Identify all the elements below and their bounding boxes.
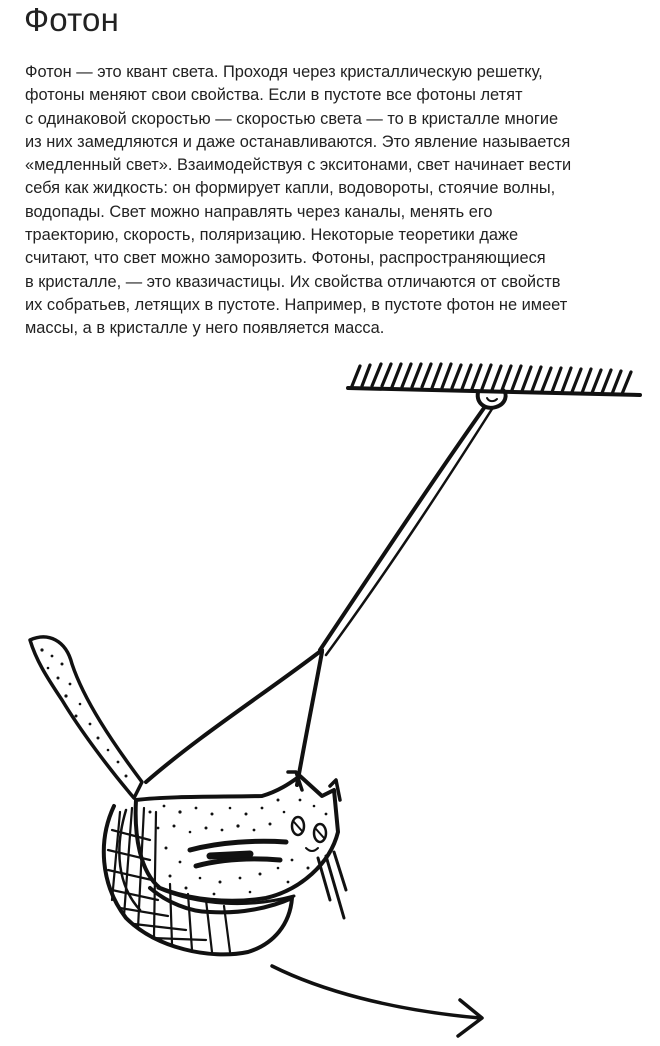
paragraph-line: Фотон — это квант света. Проходя через кристаллическую решетку, <box>25 63 543 81</box>
paragraph-line: водопады. Свет можно направлять через каналы, менять его <box>25 202 493 221</box>
swinging-cat-illustration <box>0 350 660 1046</box>
article-paragraph <box>25 61 645 341</box>
paragraph-line: их собратьев, летящих в пустоте. Например, в пустоте фотон не имеет <box>25 295 568 314</box>
paragraph-line: «медленный свет». Взаимодействуя с экситонами, свет начинает вести <box>25 156 572 175</box>
ceiling-hatch-icon <box>348 364 640 395</box>
paragraph-line: массы, а в кристалле у него появляется масса. <box>25 319 385 338</box>
paragraph-line: фотоны меняют свои свойства. Если в пустоте все фотоны летят <box>25 86 523 105</box>
article-title: Фотон <box>24 1 120 38</box>
paragraph-line: траекторию, скорость, поляризацию. Некоторые теоретики даже <box>25 226 519 245</box>
paragraph-line: в кристалле, — это квазичастицы. Их свойства отличаются от свойств <box>25 272 561 291</box>
basket-weave-icon <box>108 808 230 952</box>
paragraph-line: из них замедляются и даже останавливаются. Это явление называется <box>25 132 571 151</box>
arrow-icon <box>272 966 480 1018</box>
paragraph-line: считают, что свет можно заморозить. Фотоны, распространяющиеся <box>25 249 546 268</box>
paragraph-line: себя как жидкость: он формирует капли, водовороты, стоячие волны, <box>25 179 556 198</box>
paragraph-line: с одинаковой скоростью — скоростью света — то в кристалле многие <box>25 109 559 128</box>
